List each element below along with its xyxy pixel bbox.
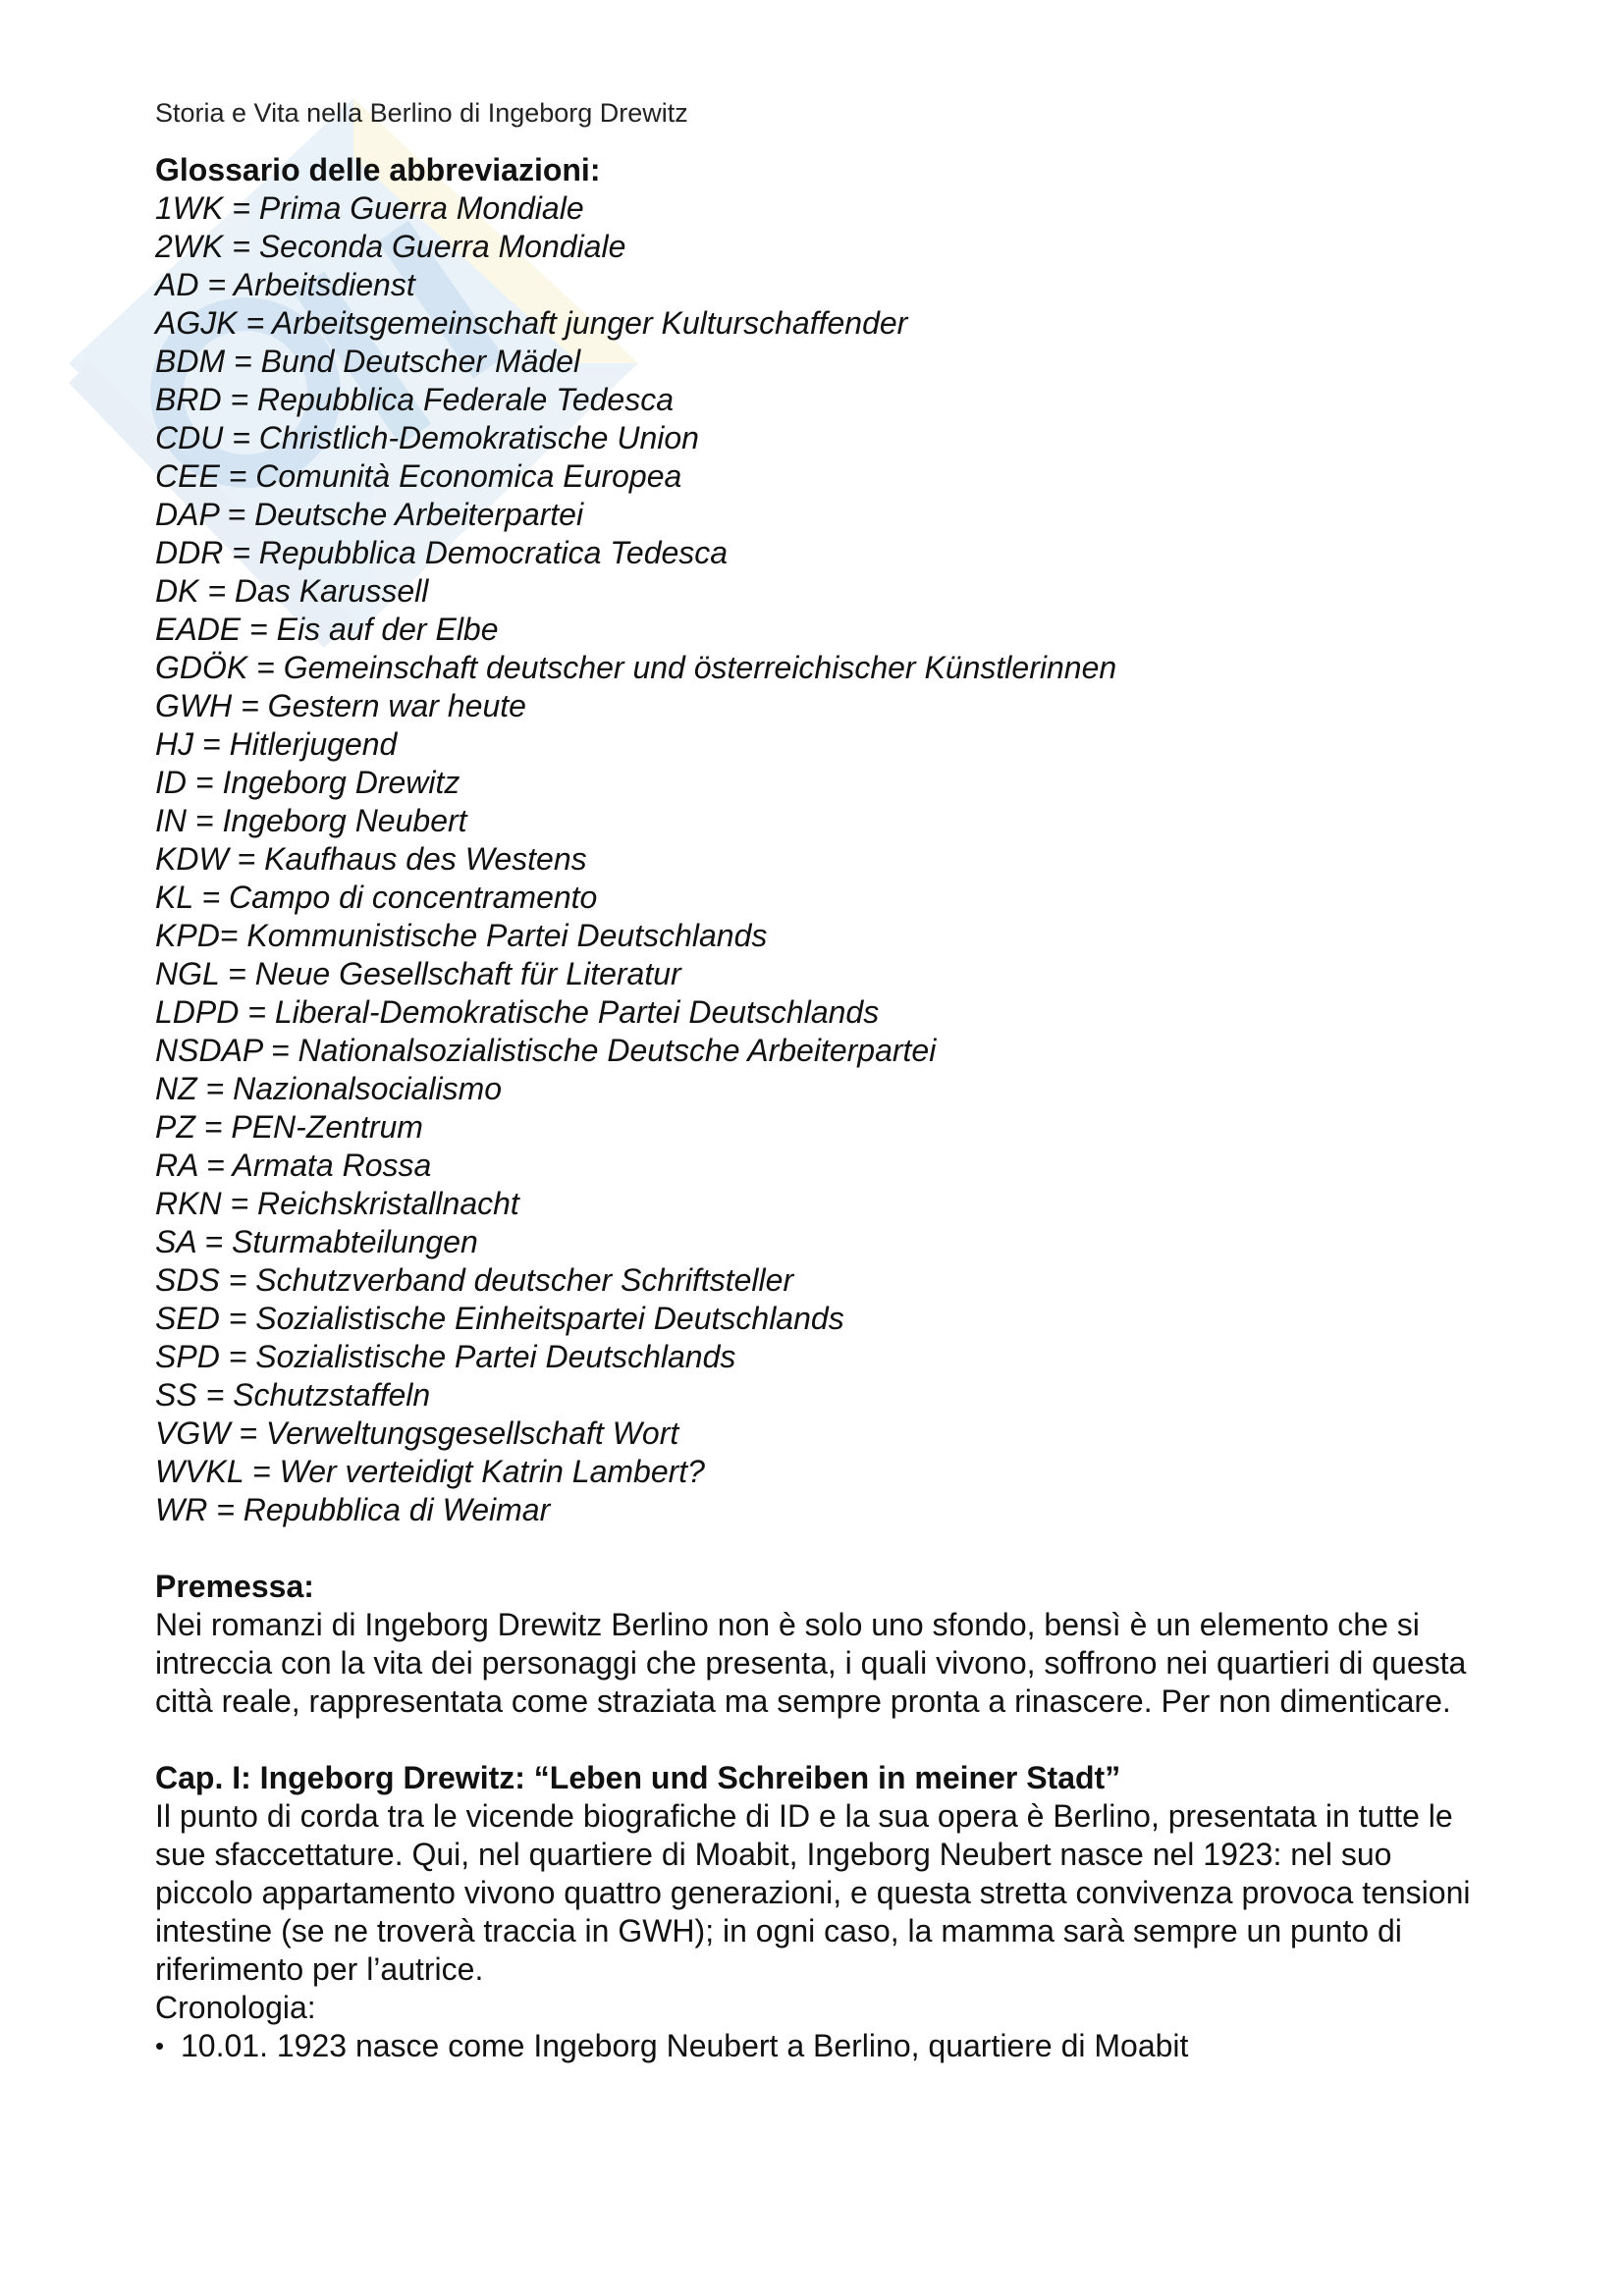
glossary-item: LDPD = Liberal-Demokratische Partei Deutschlands	[155, 994, 880, 1030]
glossary-list	[155, 189, 1495, 1529]
glossary-item: BRD = Repubblica Federale Tedesca	[155, 382, 675, 417]
glossary-item: WR = Repubblica di Weimar	[155, 1492, 551, 1527]
glossary-item: ID = Ingeborg Drewitz	[155, 765, 460, 800]
glossary-item: EADE = Eis auf der Elbe	[155, 612, 499, 647]
glossary-item: RKN = Reichskristallnacht	[155, 1186, 519, 1221]
running-header: Storia e Vita nella Berlino di Ingeborg Drewitz	[155, 98, 688, 128]
glossary-item: NGL = Neue Gesellschaft für Literatur	[155, 956, 681, 991]
glossary-item: HJ = Hitlerjugend	[155, 726, 398, 762]
glossary-item: DDR = Repubblica Democratica Tedesca	[155, 535, 729, 570]
glossary-item: DK = Das Karussell	[155, 573, 429, 609]
chapter-1-title: Cap. I: Ingeborg Drewitz: “Leben und Schreiben in meiner Stadt”	[155, 1760, 1121, 1795]
glossary-item: SS = Schutzstaffeln	[155, 1377, 431, 1413]
glossary-item: RA = Armata Rossa	[155, 1148, 432, 1183]
glossary-item: KPD= Kommunistische Partei Deutschlands	[155, 918, 768, 953]
chronology-item	[155, 2027, 1495, 2065]
premessa-title: Premessa:	[155, 1569, 314, 1604]
glossary-title: Glossario delle abbreviazioni:	[155, 152, 601, 187]
glossary-item: NSDAP = Nationalsozialistische Deutsche Arbeiterpartei	[155, 1033, 937, 1068]
chapter-1-paragraph: Il punto di corda tra le vicende biografiche di ID e la sua opera è Berlino, presentata in tutte le sue sfaccettature. Qui, nel quartiere di Moabit, Ingeborg Neubert nasce nel 1923: nel suo piccolo appartamento vivono quattro generazioni, e questa stretta convivenza provoca tensioni intestine (se ne troverà traccia in GWH); in ogni caso, la mamma sarà sempre un punto di riferimento per l’autrice.	[155, 1798, 1471, 1987]
glossary-item: KL = Campo di concentramento	[155, 880, 598, 915]
glossary-item: AD = Arbeitsdienst	[155, 267, 415, 302]
chapter-1-section	[155, 1759, 1495, 2065]
premessa-paragraph: Nei romanzi di Ingeborg Drewitz Berlino non è solo uno sfondo, bensì è un elemento che si intreccia con la vita dei personaggi che presenta, i quali vivono, soffrono nei quartieri di questa città reale, rappresentata come straziata ma sempre pronta a rinascere. Per non dimenticare.	[155, 1607, 1467, 1719]
glossary-item: PZ = PEN-Zentrum	[155, 1109, 423, 1145]
bullet-icon: •	[155, 2031, 165, 2060]
glossary-item: KDW = Kaufhaus des Westens	[155, 841, 587, 877]
chronology-item-text: 10.01. 1923 nasce come Ingeborg Neubert a Berlino, quartiere di Moabit	[181, 2028, 1189, 2063]
glossary-item: GWH = Gestern war heute	[155, 688, 526, 723]
glossary-item: SA = Sturmabteilungen	[155, 1224, 478, 1259]
glossary-item: NZ = Nazionalsocialismo	[155, 1071, 503, 1106]
glossary-item: WVKL = Wer verteidigt Katrin Lambert?	[155, 1454, 705, 1489]
glossary-item: 2WK = Seconda Guerra Mondiale	[155, 229, 626, 264]
chronology-label: Cronologia:	[155, 1990, 316, 2025]
glossary-item: SPD = Sozialistische Partei Deutschlands	[155, 1339, 736, 1374]
glossary-item: 1WK = Prima Guerra Mondiale	[155, 190, 584, 226]
premessa-section	[155, 1568, 1495, 1721]
glossary-item: CDU = Christlich-Demokratische Union	[155, 420, 699, 455]
glossary-item: BDM = Bund Deutscher Mädel	[155, 344, 581, 379]
glossary-item: DAP = Deutsche Arbeiterpartei	[155, 497, 584, 532]
chronology-list	[155, 2027, 1495, 2065]
glossary-item: CEE = Comunità Economica Europea	[155, 458, 682, 494]
glossary-item: AGJK = Arbeitsgemeinschaft junger Kulturschaffender	[155, 305, 908, 341]
glossary-item: VGW = Verweltungsgesellschaft Wort	[155, 1415, 679, 1451]
glossary-item: GDÖK = Gemeinschaft deutscher und österreichischer Künstlerinnen	[155, 650, 1117, 685]
glossary-item: SDS = Schutzverband deutscher Schriftsteller	[155, 1262, 794, 1298]
glossary-item: SED = Sozialistische Einheitspartei Deutschlands	[155, 1301, 844, 1336]
glossary-section	[155, 151, 1495, 1529]
glossary-item: IN = Ingeborg Neubert	[155, 803, 467, 838]
